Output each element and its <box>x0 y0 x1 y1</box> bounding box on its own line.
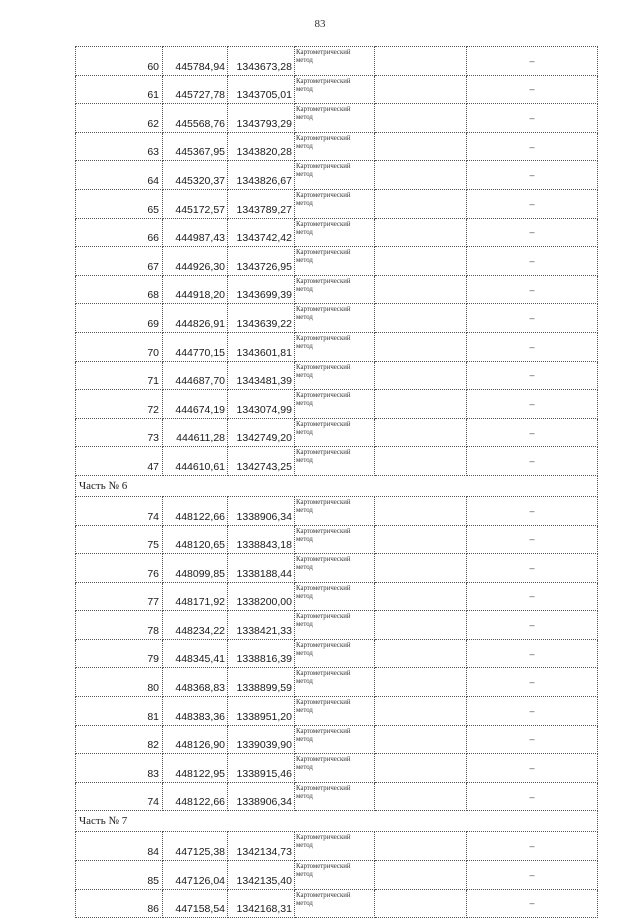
dash-cell: – <box>467 668 598 697</box>
point-number-cell: 78 <box>76 611 163 640</box>
section-title: Часть № 6 <box>76 475 598 496</box>
method-line-2: метод <box>296 400 313 408</box>
point-number-cell: 73 <box>76 418 163 447</box>
empty-cell <box>375 554 467 583</box>
point-number-cell: 83 <box>76 754 163 783</box>
x-coordinate-cell: 444918,20 <box>163 275 228 304</box>
dash-cell: – <box>467 132 598 161</box>
method-line-2: метод <box>296 428 313 436</box>
x-coordinate-cell: 445568,76 <box>163 104 228 133</box>
empty-cell <box>375 75 467 104</box>
empty-cell <box>375 697 467 726</box>
section-header-row <box>76 475 598 496</box>
method-cell <box>295 782 375 811</box>
empty-cell <box>375 861 467 890</box>
dash-cell: – <box>467 418 598 447</box>
x-coordinate-cell: 448126,90 <box>163 725 228 754</box>
dash-cell: – <box>467 275 598 304</box>
x-coordinate-cell: 444826,91 <box>163 304 228 333</box>
method-line-1: Картометрический <box>296 584 351 592</box>
y-coordinate-cell: 1343742,42 <box>228 218 295 247</box>
x-coordinate-cell: 445172,57 <box>163 189 228 218</box>
x-coordinate-cell: 447158,54 <box>163 889 228 918</box>
method-line-1: Картометрический <box>296 363 351 371</box>
point-number-cell: 66 <box>76 218 163 247</box>
x-coordinate-cell: 445784,94 <box>163 47 228 76</box>
dash-cell: – <box>467 218 598 247</box>
method-line-2: метод <box>296 764 313 772</box>
method-cell <box>295 361 375 390</box>
dash-cell: – <box>467 104 598 133</box>
dash-cell: – <box>467 582 598 611</box>
dash-cell: – <box>467 639 598 668</box>
method-line-1: Картометрический <box>296 784 351 792</box>
x-coordinate-cell: 448345,41 <box>163 639 228 668</box>
method-line-1: Картометрический <box>296 834 351 842</box>
point-number-cell: 63 <box>76 132 163 161</box>
method-line-1: Картометрический <box>296 334 351 342</box>
method-line-2: метод <box>296 707 313 715</box>
method-cell <box>295 75 375 104</box>
table-row <box>76 611 598 640</box>
empty-cell <box>375 582 467 611</box>
method-cell <box>295 390 375 419</box>
point-number-cell: 75 <box>76 525 163 554</box>
method-line-2: метод <box>296 842 313 850</box>
dash-cell: – <box>467 782 598 811</box>
dash-cell: – <box>467 161 598 190</box>
method-cell <box>295 889 375 918</box>
dash-cell: – <box>467 554 598 583</box>
method-line-1: Картометрический <box>296 77 351 85</box>
point-number-cell: 85 <box>76 861 163 890</box>
method-line-1: Картометрический <box>296 556 351 564</box>
x-coordinate-cell: 448122,95 <box>163 754 228 783</box>
method-line-2: метод <box>296 735 313 743</box>
y-coordinate-cell: 1338906,34 <box>228 496 295 525</box>
method-line-1: Картометрический <box>296 699 351 707</box>
dash-cell: – <box>467 754 598 783</box>
dash-cell: – <box>467 697 598 726</box>
empty-cell <box>375 639 467 668</box>
y-coordinate-cell: 1338200,00 <box>228 582 295 611</box>
method-cell <box>295 132 375 161</box>
y-coordinate-cell: 1343639,22 <box>228 304 295 333</box>
y-coordinate-cell: 1342743,25 <box>228 447 295 476</box>
table-row <box>76 47 598 76</box>
method-line-2: метод <box>296 285 313 293</box>
method-line-2: метод <box>296 314 313 322</box>
empty-cell <box>375 132 467 161</box>
empty-cell <box>375 832 467 861</box>
method-line-2: метод <box>296 257 313 265</box>
x-coordinate-cell: 448099,85 <box>163 554 228 583</box>
x-coordinate-cell: 444926,30 <box>163 247 228 276</box>
point-number-cell: 84 <box>76 832 163 861</box>
method-cell <box>295 697 375 726</box>
coordinates-table-body <box>76 47 598 918</box>
empty-cell <box>375 611 467 640</box>
method-cell <box>295 496 375 525</box>
table-row <box>76 304 598 333</box>
x-coordinate-cell: 444610,61 <box>163 447 228 476</box>
dash-cell: – <box>467 447 598 476</box>
method-cell <box>295 447 375 476</box>
point-number-cell: 77 <box>76 582 163 611</box>
point-number-cell: 61 <box>76 75 163 104</box>
dash-cell: – <box>467 390 598 419</box>
method-line-2: метод <box>296 371 313 379</box>
y-coordinate-cell: 1343074,99 <box>228 390 295 419</box>
empty-cell <box>375 668 467 697</box>
point-number-cell: 74 <box>76 496 163 525</box>
method-line-2: метод <box>296 199 313 207</box>
method-line-2: метод <box>296 649 313 657</box>
table-row <box>76 390 598 419</box>
y-coordinate-cell: 1342134,73 <box>228 832 295 861</box>
y-coordinate-cell: 1343673,28 <box>228 47 295 76</box>
table-row <box>76 496 598 525</box>
y-coordinate-cell: 1343705,01 <box>228 75 295 104</box>
dash-cell: – <box>467 189 598 218</box>
table-row <box>76 668 598 697</box>
x-coordinate-cell: 448122,66 <box>163 496 228 525</box>
dash-cell: – <box>467 75 598 104</box>
method-cell <box>295 332 375 361</box>
method-cell <box>295 218 375 247</box>
method-line-2: метод <box>296 899 313 907</box>
method-line-1: Картометрический <box>296 49 351 56</box>
x-coordinate-cell: 444987,43 <box>163 218 228 247</box>
table-row <box>76 754 598 783</box>
y-coordinate-cell: 1343601,81 <box>228 332 295 361</box>
method-line-1: Картометрический <box>296 277 351 285</box>
y-coordinate-cell: 1343793,29 <box>228 104 295 133</box>
section-title: Часть № 7 <box>76 811 598 832</box>
y-coordinate-cell: 1342135,40 <box>228 861 295 890</box>
point-number-cell: 79 <box>76 639 163 668</box>
method-line-2: метод <box>296 457 313 465</box>
method-line-2: метод <box>296 792 313 800</box>
method-line-2: метод <box>296 621 313 629</box>
dash-cell: – <box>467 861 598 890</box>
empty-cell <box>375 161 467 190</box>
x-coordinate-cell: 444687,70 <box>163 361 228 390</box>
x-coordinate-cell: 448368,83 <box>163 668 228 697</box>
dash-cell: – <box>467 496 598 525</box>
dash-cell: – <box>467 832 598 861</box>
empty-cell <box>375 390 467 419</box>
method-line-1: Картометрический <box>296 420 351 428</box>
empty-cell <box>375 304 467 333</box>
x-coordinate-cell: 444611,28 <box>163 418 228 447</box>
table-row <box>76 697 598 726</box>
empty-cell <box>375 275 467 304</box>
method-line-2: метод <box>296 678 313 686</box>
method-cell <box>295 611 375 640</box>
method-line-2: метод <box>296 228 313 236</box>
method-cell <box>295 861 375 890</box>
y-coordinate-cell: 1338816,39 <box>228 639 295 668</box>
method-line-2: метод <box>296 342 313 350</box>
x-coordinate-cell: 448383,36 <box>163 697 228 726</box>
point-number-cell: 69 <box>76 304 163 333</box>
empty-cell <box>375 332 467 361</box>
point-number-cell: 70 <box>76 332 163 361</box>
table-row <box>76 75 598 104</box>
dash-cell: – <box>467 47 598 76</box>
method-line-1: Картометрический <box>296 891 351 899</box>
point-number-cell: 71 <box>76 361 163 390</box>
method-line-2: метод <box>296 871 313 879</box>
table-row <box>76 782 598 811</box>
empty-cell <box>375 754 467 783</box>
x-coordinate-cell: 445367,95 <box>163 132 228 161</box>
method-line-2: метод <box>296 85 313 93</box>
y-coordinate-cell: 1338421,33 <box>228 611 295 640</box>
method-line-1: Картометрический <box>296 449 351 457</box>
table-row <box>76 639 598 668</box>
method-cell <box>295 639 375 668</box>
section-header-row <box>76 811 598 832</box>
point-number-cell: 81 <box>76 697 163 726</box>
y-coordinate-cell: 1338843,18 <box>228 525 295 554</box>
table-row <box>76 447 598 476</box>
method-line-1: Картометрический <box>296 134 351 142</box>
x-coordinate-cell: 444770,15 <box>163 332 228 361</box>
empty-cell <box>375 189 467 218</box>
empty-cell <box>375 447 467 476</box>
method-cell <box>295 668 375 697</box>
method-line-2: метод <box>296 142 313 150</box>
y-coordinate-cell: 1343699,39 <box>228 275 295 304</box>
y-coordinate-cell: 1343820,28 <box>228 132 295 161</box>
y-coordinate-cell: 1343789,27 <box>228 189 295 218</box>
table-row <box>76 418 598 447</box>
method-line-1: Картометрический <box>296 220 351 228</box>
method-line-1: Картометрический <box>296 306 351 314</box>
y-coordinate-cell: 1338906,34 <box>228 782 295 811</box>
x-coordinate-cell: 448171,92 <box>163 582 228 611</box>
x-coordinate-cell: 447126,04 <box>163 861 228 890</box>
method-cell <box>295 161 375 190</box>
y-coordinate-cell: 1343826,67 <box>228 161 295 190</box>
point-number-cell: 68 <box>76 275 163 304</box>
dash-cell: – <box>467 525 598 554</box>
empty-cell <box>375 247 467 276</box>
empty-cell <box>375 418 467 447</box>
table-row <box>76 725 598 754</box>
empty-cell <box>375 496 467 525</box>
point-number-cell: 65 <box>76 189 163 218</box>
empty-cell <box>375 782 467 811</box>
point-number-cell: 80 <box>76 668 163 697</box>
point-number-cell: 64 <box>76 161 163 190</box>
method-line-1: Картометрический <box>296 727 351 735</box>
table-row <box>76 218 598 247</box>
method-cell <box>295 582 375 611</box>
method-line-1: Картометрический <box>296 527 351 535</box>
empty-cell <box>375 889 467 918</box>
table-row <box>76 525 598 554</box>
dash-cell: – <box>467 247 598 276</box>
table-row <box>76 582 598 611</box>
table-row <box>76 161 598 190</box>
table-row <box>76 247 598 276</box>
point-number-cell: 86 <box>76 889 163 918</box>
method-cell <box>295 104 375 133</box>
y-coordinate-cell: 1342749,20 <box>228 418 295 447</box>
method-line-1: Картометрический <box>296 670 351 678</box>
method-cell <box>295 189 375 218</box>
table-row <box>76 275 598 304</box>
y-coordinate-cell: 1339039,90 <box>228 725 295 754</box>
y-coordinate-cell: 1342168,31 <box>228 889 295 918</box>
method-cell <box>295 275 375 304</box>
point-number-cell: 47 <box>76 447 163 476</box>
dash-cell: – <box>467 725 598 754</box>
method-cell <box>295 418 375 447</box>
dash-cell: – <box>467 332 598 361</box>
point-number-cell: 72 <box>76 390 163 419</box>
table-row <box>76 889 598 918</box>
point-number-cell: 60 <box>76 47 163 76</box>
method-line-2: метод <box>296 564 313 572</box>
method-line-1: Картометрический <box>296 498 351 506</box>
y-coordinate-cell: 1338915,46 <box>228 754 295 783</box>
method-line-2: метод <box>296 171 313 179</box>
coordinates-table <box>75 46 598 918</box>
method-cell <box>295 725 375 754</box>
x-coordinate-cell: 447125,38 <box>163 832 228 861</box>
page-number: 83 <box>314 18 326 30</box>
method-cell <box>295 247 375 276</box>
dash-cell: – <box>467 611 598 640</box>
empty-cell <box>375 725 467 754</box>
method-line-1: Картометрический <box>296 249 351 257</box>
empty-cell <box>375 218 467 247</box>
dash-cell: – <box>467 889 598 918</box>
method-cell <box>295 304 375 333</box>
method-cell <box>295 832 375 861</box>
empty-cell <box>375 47 467 76</box>
x-coordinate-cell: 445727,78 <box>163 75 228 104</box>
method-line-2: метод <box>296 57 313 64</box>
empty-cell <box>375 361 467 390</box>
point-number-cell: 74 <box>76 782 163 811</box>
method-line-1: Картометрический <box>296 106 351 114</box>
table-row <box>76 861 598 890</box>
table-row <box>76 361 598 390</box>
empty-cell <box>375 104 467 133</box>
y-coordinate-cell: 1338188,44 <box>228 554 295 583</box>
method-line-2: метод <box>296 592 313 600</box>
x-coordinate-cell: 445320,37 <box>163 161 228 190</box>
method-cell <box>295 754 375 783</box>
method-cell <box>295 554 375 583</box>
table-row <box>76 132 598 161</box>
table-row <box>76 104 598 133</box>
point-number-cell: 76 <box>76 554 163 583</box>
dash-cell: – <box>467 304 598 333</box>
x-coordinate-cell: 444674,19 <box>163 390 228 419</box>
x-coordinate-cell: 448120,65 <box>163 525 228 554</box>
table-row <box>76 332 598 361</box>
method-cell <box>295 47 375 76</box>
table-row <box>76 554 598 583</box>
table-row <box>76 189 598 218</box>
y-coordinate-cell: 1338951,20 <box>228 697 295 726</box>
method-line-1: Картометрический <box>296 163 351 171</box>
method-line-2: метод <box>296 114 313 122</box>
x-coordinate-cell: 448122,66 <box>163 782 228 811</box>
point-number-cell: 82 <box>76 725 163 754</box>
method-line-2: метод <box>296 506 313 514</box>
x-coordinate-cell: 448234,22 <box>163 611 228 640</box>
point-number-cell: 62 <box>76 104 163 133</box>
dash-cell: – <box>467 361 598 390</box>
method-line-1: Картометрический <box>296 756 351 764</box>
method-line-1: Картометрический <box>296 641 351 649</box>
method-line-1: Картометрический <box>296 863 351 871</box>
method-line-1: Картометрический <box>296 613 351 621</box>
point-number-cell: 67 <box>76 247 163 276</box>
y-coordinate-cell: 1343726,95 <box>228 247 295 276</box>
method-line-2: метод <box>296 535 313 543</box>
y-coordinate-cell: 1338899,59 <box>228 668 295 697</box>
method-line-1: Картометрический <box>296 191 351 199</box>
empty-cell <box>375 525 467 554</box>
method-line-1: Картометрический <box>296 392 351 400</box>
method-cell <box>295 525 375 554</box>
y-coordinate-cell: 1343481,39 <box>228 361 295 390</box>
table-row <box>76 832 598 861</box>
